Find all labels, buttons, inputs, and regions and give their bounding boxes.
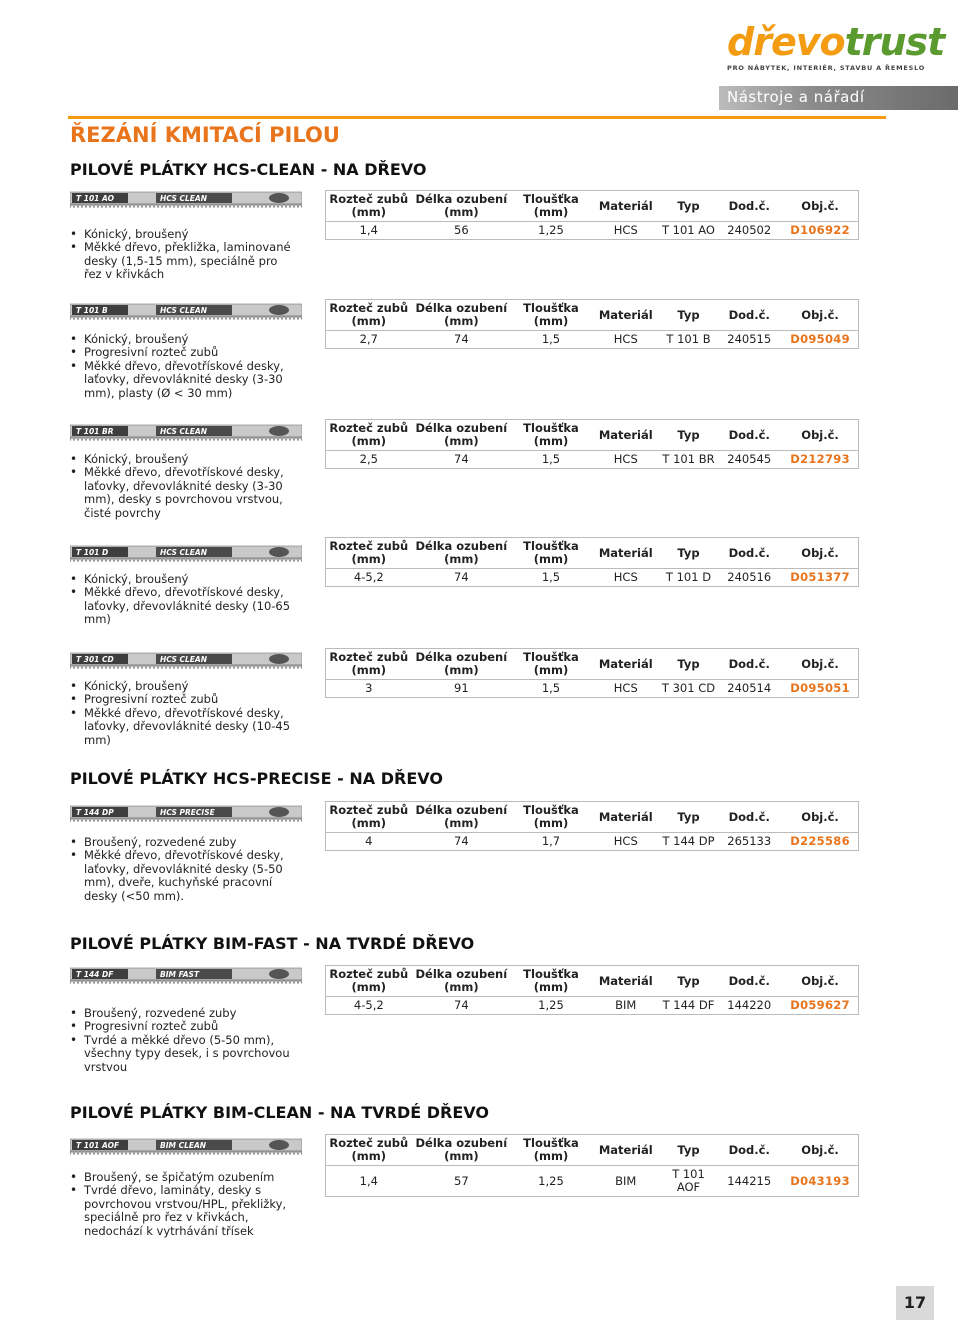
table-cell: T 101 B — [666, 332, 711, 346]
feature-item: • Měkké dřevo, překližka, laminované desky (1,5-15 mm), speciálně pro řez v křivkách — [70, 241, 292, 281]
table-cell: 1,25 — [538, 1173, 564, 1188]
order-number: D051377 — [790, 570, 850, 584]
table-cell: T 144 DP — [662, 834, 715, 848]
table-cell: HCS — [613, 681, 638, 695]
table-cell: 144220 — [727, 998, 772, 1012]
table-cell: 4 — [365, 834, 373, 848]
order-number: D106922 — [790, 223, 850, 237]
column-header: Materiál — [591, 1135, 661, 1166]
table-cell: HCS — [613, 834, 638, 848]
table-row — [326, 331, 859, 349]
column-header: Dod.č. — [716, 191, 782, 222]
saw-blade-image — [70, 805, 302, 823]
spec-table — [325, 1134, 859, 1197]
table-cell: 1,7 — [541, 834, 561, 848]
blade-type-label: T 144 DP — [76, 808, 114, 817]
logo-wordmark — [727, 20, 945, 64]
column-header: Dod.č. — [716, 966, 782, 997]
column-header: Tloušťka (mm) — [511, 300, 591, 331]
blade-teeth — [70, 558, 302, 562]
order-number: D225586 — [790, 834, 850, 848]
table-cell: 74 — [454, 834, 469, 848]
table-cell: T 101 D — [665, 570, 712, 584]
feature-list — [70, 573, 292, 627]
saw-blade-image — [70, 424, 302, 442]
table-cell: 57 — [454, 1173, 469, 1188]
table-row — [326, 680, 859, 698]
column-header: Tloušťka (mm) — [511, 802, 591, 833]
column-header: Dod.č. — [716, 1135, 782, 1166]
brand-logo — [727, 20, 945, 72]
column-header: Typ — [661, 802, 717, 833]
spec-table — [325, 299, 859, 349]
table-cell: 74 — [454, 570, 469, 584]
table-cell: 1,4 — [359, 1173, 378, 1188]
saw-blade-graphic — [70, 545, 302, 563]
feature-list — [70, 453, 292, 520]
feature-item: • Progresivní rozteč zubů — [70, 693, 292, 706]
feature-item: • Kónický, broušený — [70, 680, 292, 693]
table-cell: 240502 — [727, 223, 772, 237]
column-header: Dod.č. — [716, 420, 782, 451]
table-cell: 2,7 — [359, 332, 378, 346]
blade-teeth — [70, 204, 302, 208]
table-row — [326, 451, 859, 469]
table-row — [326, 222, 859, 240]
table-cell: 144215 — [727, 1173, 772, 1188]
spec-header-row — [326, 802, 859, 833]
column-header: Rozteč zubů (mm) — [326, 191, 412, 222]
column-header: Rozteč zubů (mm) — [326, 802, 412, 833]
column-header: Rozteč zubů (mm) — [326, 649, 412, 680]
feature-item: • Kónický, broušený — [70, 453, 292, 466]
blade-type-label: T 101 D — [76, 548, 109, 557]
feature-list — [70, 333, 292, 400]
blade-teeth — [70, 316, 302, 320]
table-cell: 2,5 — [359, 452, 378, 466]
table-cell: BIM — [615, 1173, 637, 1188]
blade-teeth — [70, 665, 302, 669]
blade-series-label: HCS PRECISE — [160, 808, 215, 817]
feature-item: • Broušený, rozvedené zuby — [70, 836, 292, 849]
spec-header-row — [326, 300, 859, 331]
column-header: Rozteč zubů (mm) — [326, 1135, 412, 1166]
saw-blade-image — [70, 545, 302, 563]
spec-table — [325, 190, 859, 240]
saw-blade-graphic — [70, 303, 302, 321]
column-header: Typ — [661, 966, 717, 997]
column-header: Typ — [661, 420, 717, 451]
order-number: D212793 — [790, 452, 850, 466]
blade-series-label: BIM FAST — [160, 970, 200, 979]
header-divider — [68, 116, 886, 119]
column-header: Typ — [661, 649, 717, 680]
blade-teeth — [70, 1151, 302, 1155]
bosch-logo-mark — [269, 426, 289, 436]
blade-teeth — [70, 437, 302, 441]
column-header: Materiál — [591, 538, 661, 569]
column-header: Dod.č. — [716, 802, 782, 833]
table-cell: T 301 CD — [661, 681, 716, 695]
spec-header-row — [326, 538, 859, 569]
logo-part-drevo: dřevo — [727, 20, 845, 64]
category-label: Nástroje a nářadí — [727, 88, 865, 106]
bosch-logo-mark — [269, 807, 289, 817]
column-header: Obj.č. — [782, 802, 858, 833]
feature-item: • Měkké dřevo, dřevotřískové desky, laťovky, dřevovláknité desky (5-50 mm), dveře, kuchyňské pracovní desky (<50 mm). — [70, 849, 292, 903]
column-header: Dod.č. — [716, 538, 782, 569]
feature-item: • Tvrdé dřevo, lamináty, desky s povrchovou vrstvou/HPL, překližky, speciálně pro řez v křivkách, nedochází k vytrhávání třísek — [70, 1184, 292, 1238]
column-header: Tloušťka (mm) — [511, 191, 591, 222]
blade-type-label: T 301 CD — [76, 655, 114, 664]
category-bar — [719, 86, 958, 110]
blade-teeth — [70, 980, 302, 984]
feature-list — [70, 836, 292, 903]
table-cell: 240516 — [727, 570, 772, 584]
blade-series-label: HCS CLEAN — [160, 306, 208, 315]
saw-blade-image — [70, 652, 302, 670]
column-header: Délka ozubení (mm) — [412, 802, 512, 833]
table-cell: HCS — [613, 452, 638, 466]
logo-tagline: PRO NÁBYTEK, INTERIÉR, STAVBU A ŘEMESLO — [727, 64, 926, 72]
table-cell: 56 — [454, 223, 469, 237]
column-header: Obj.č. — [782, 649, 858, 680]
order-number: D059627 — [790, 998, 850, 1012]
table-cell: 240514 — [727, 681, 772, 695]
table-cell: 1,5 — [541, 570, 561, 584]
column-header: Materiál — [591, 420, 661, 451]
spec-table — [325, 648, 859, 698]
saw-blade-graphic — [70, 967, 302, 985]
feature-item: • Kónický, broušený — [70, 333, 292, 346]
table-cell: 1,25 — [538, 223, 564, 237]
table-cell: 4-5,2 — [353, 570, 384, 584]
column-header: Délka ozubení (mm) — [412, 538, 512, 569]
blade-series-label: HCS CLEAN — [160, 427, 208, 436]
column-header: Obj.č. — [782, 1135, 858, 1166]
saw-blade-image — [70, 1138, 302, 1156]
column-header: Tloušťka (mm) — [511, 649, 591, 680]
feature-item: • Měkké dřevo, dřevotřískové desky, laťovky, dřevovláknité desky (3-30 mm), desky s povrchovou vrstvou, čisté povrchy — [70, 466, 292, 520]
column-header: Rozteč zubů (mm) — [326, 538, 412, 569]
table-cell: HCS — [613, 332, 638, 346]
column-header: Délka ozubení (mm) — [412, 649, 512, 680]
saw-blade-graphic — [70, 652, 302, 670]
table-cell: 74 — [454, 452, 469, 466]
column-header: Materiál — [591, 966, 661, 997]
table-cell: 265133 — [727, 834, 772, 848]
column-header: Obj.č. — [782, 191, 858, 222]
feature-item: • Měkké dřevo, dřevotřískové desky, laťovky, dřevovláknité desky (3-30 mm), plasty (Ø < 30 mm) — [70, 360, 292, 400]
blade-series-label: BIM CLEAN — [160, 1141, 207, 1150]
column-header: Délka ozubení (mm) — [412, 191, 512, 222]
column-header: Typ — [661, 300, 717, 331]
feature-item: • Kónický, broušený — [70, 573, 292, 586]
column-header: Tloušťka (mm) — [511, 420, 591, 451]
column-header: Rozteč zubů (mm) — [326, 300, 412, 331]
feature-item: • Progresivní rozteč zubů — [70, 346, 292, 359]
spec-header-row — [326, 966, 859, 997]
order-number: D095051 — [790, 681, 850, 695]
logo-part-trust: trust — [844, 20, 945, 64]
feature-list — [70, 1007, 292, 1074]
column-header: Rozteč zubů (mm) — [326, 966, 412, 997]
blade-type-label: T 101 BR — [76, 427, 114, 436]
column-header: Tloušťka (mm) — [511, 1135, 591, 1166]
section-title: PILOVÉ PLÁTKY HCS-CLEAN - NA DŘEVO — [70, 160, 427, 179]
section-title: PILOVÉ PLÁTKY BIM-FAST - NA TVRDÉ DŘEVO — [70, 934, 475, 953]
table-cell: 91 — [454, 681, 469, 695]
table-cell: 74 — [454, 332, 469, 346]
saw-blade-graphic — [70, 805, 302, 823]
spec-table — [325, 537, 859, 587]
table-row — [326, 997, 859, 1015]
section-title: PILOVÉ PLÁTKY BIM-CLEAN - NA TVRDÉ DŘEVO — [70, 1103, 489, 1122]
saw-blade-image — [70, 967, 302, 985]
table-cell: 74 — [454, 998, 469, 1012]
table-cell: 1,4 — [359, 223, 378, 237]
table-row — [326, 833, 859, 851]
column-header: Typ — [661, 1135, 717, 1166]
column-header: Délka ozubení (mm) — [412, 1135, 512, 1166]
page-title: ŘEZÁNÍ KMITACÍ PILOU — [70, 123, 340, 147]
column-header: Délka ozubení (mm) — [412, 966, 512, 997]
saw-blade-image — [70, 191, 302, 209]
column-header: Délka ozubení (mm) — [412, 420, 512, 451]
feature-item: • Měkké dřevo, dřevotřískové desky, laťovky, dřevovláknité desky (10-45 mm) — [70, 707, 292, 747]
table-cell: 3 — [365, 681, 373, 695]
feature-item: • Kónický, broušený — [70, 228, 292, 241]
feature-item: • Broušený, rozvedené zuby — [70, 1007, 292, 1020]
column-header: Obj.č. — [782, 966, 858, 997]
table-cell: T 144 DF — [662, 998, 715, 1012]
order-number: D043193 — [790, 1173, 850, 1188]
table-cell: HCS — [613, 223, 638, 237]
feature-item: • Tvrdé a měkké dřevo (5-50 mm), všechny typy desek, i s povrchovou vrstvou — [70, 1034, 292, 1074]
table-cell: BIM — [615, 998, 637, 1012]
blade-series-label: HCS CLEAN — [160, 655, 208, 664]
order-number: D095049 — [790, 332, 850, 346]
table-cell: T 101 AOF — [672, 1167, 705, 1194]
column-header: Dod.č. — [716, 649, 782, 680]
blade-type-label: T 101 AO — [76, 194, 114, 203]
table-cell: 1,5 — [541, 332, 561, 346]
column-header: Typ — [661, 538, 717, 569]
column-header: Obj.č. — [782, 538, 858, 569]
feature-item: • Progresivní rozteč zubů — [70, 1020, 292, 1033]
blade-series-label: HCS CLEAN — [160, 194, 208, 203]
blade-type-label: T 101 AOF — [76, 1141, 120, 1150]
spec-header-row — [326, 420, 859, 451]
column-header: Dod.č. — [716, 300, 782, 331]
column-header: Rozteč zubů (mm) — [326, 420, 412, 451]
table-cell: 1,5 — [541, 681, 561, 695]
table-cell: 4-5,2 — [353, 998, 384, 1012]
feature-list — [70, 680, 292, 747]
feature-item: • Měkké dřevo, dřevotřískové desky, laťovky, dřevovláknité desky (10-65 mm) — [70, 586, 292, 626]
table-cell: 1,25 — [538, 998, 564, 1012]
table-cell: 240545 — [727, 452, 772, 466]
feature-list — [70, 228, 292, 282]
column-header: Obj.č. — [782, 420, 858, 451]
saw-blade-graphic — [70, 1138, 302, 1156]
blade-series-label: HCS CLEAN — [160, 548, 208, 557]
spec-table — [325, 419, 859, 469]
saw-blade-image — [70, 303, 302, 321]
spec-table — [325, 801, 859, 851]
saw-blade-graphic — [70, 424, 302, 442]
table-row — [326, 1166, 859, 1197]
table-cell: 1,5 — [541, 452, 561, 466]
feature-item: • Broušený, se špičatým ozubením — [70, 1171, 292, 1184]
page-number: 17 — [896, 1286, 934, 1320]
spec-table — [325, 965, 859, 1015]
bosch-logo-mark — [269, 969, 289, 979]
bosch-logo-mark — [269, 193, 289, 203]
column-header: Délka ozubení (mm) — [412, 300, 512, 331]
spec-header-row — [326, 649, 859, 680]
blade-type-label: T 101 B — [76, 306, 108, 315]
column-header: Tloušťka (mm) — [511, 966, 591, 997]
bosch-logo-mark — [269, 547, 289, 557]
table-cell: T 101 AO — [661, 223, 715, 237]
column-header: Obj.č. — [782, 300, 858, 331]
feature-list — [70, 1171, 292, 1238]
bosch-logo-mark — [269, 654, 289, 664]
column-header: Typ — [661, 191, 717, 222]
section-title: PILOVÉ PLÁTKY HCS-PRECISE - NA DŘEVO — [70, 769, 443, 788]
column-header: Materiál — [591, 300, 661, 331]
column-header: Tloušťka (mm) — [511, 538, 591, 569]
spec-header-row — [326, 1135, 859, 1166]
blade-teeth — [70, 818, 302, 822]
column-header: Materiál — [591, 802, 661, 833]
saw-blade-graphic — [70, 191, 302, 209]
column-header: Materiál — [591, 649, 661, 680]
column-header: Materiál — [591, 191, 661, 222]
bosch-logo-mark — [269, 305, 289, 315]
bosch-logo-mark — [269, 1140, 289, 1150]
blade-type-label: T 144 DF — [76, 970, 114, 979]
spec-header-row — [326, 191, 859, 222]
table-cell: T 101 BR — [662, 452, 715, 466]
table-row — [326, 569, 859, 587]
table-cell: 240515 — [727, 332, 772, 346]
table-cell: HCS — [613, 570, 638, 584]
